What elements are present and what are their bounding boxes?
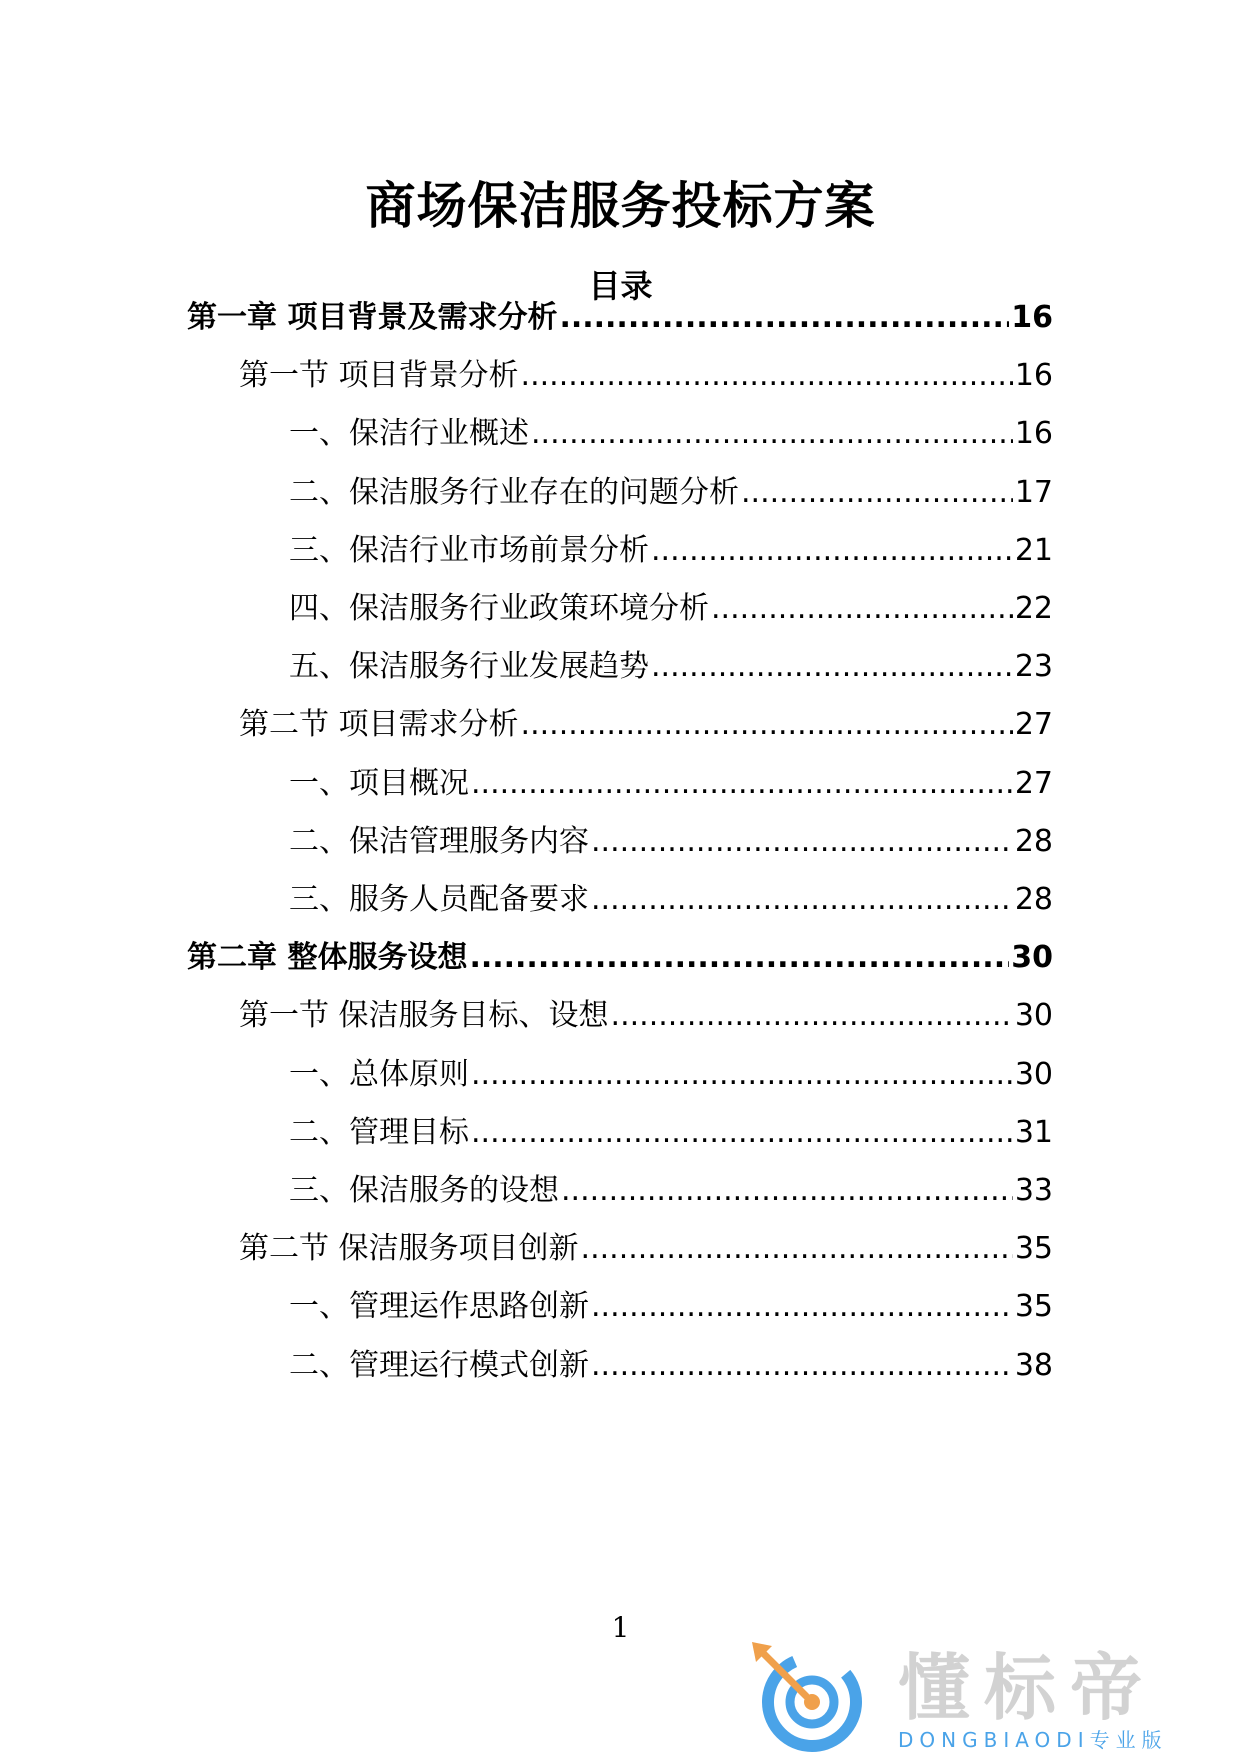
toc-entry-label: 第二节 项目需求分析 [239, 707, 519, 742]
toc-entry[interactable] [289, 1055, 1053, 1095]
toc-entry[interactable] [239, 1229, 1053, 1269]
toc-entry-label: 三、保洁服务的设想 [289, 1173, 559, 1208]
toc-entry-page-number: 16 [1014, 358, 1053, 393]
toc-dot-leader [611, 996, 1013, 1036]
toc-dot-leader [711, 589, 1013, 629]
toc-entry-page-number: 31 [1014, 1115, 1053, 1150]
toc-dot-leader [471, 1113, 1013, 1153]
toc-entry-page-number: 28 [1014, 824, 1053, 859]
toc-dot-leader [651, 647, 1013, 687]
toc-entry-page-number: 27 [1014, 707, 1053, 742]
toc-entry[interactable] [289, 414, 1053, 454]
toc-entry-label: 一、保洁行业概述 [289, 416, 529, 451]
toc-dot-leader [581, 1229, 1013, 1269]
target-arrow-logo-icon [748, 1640, 868, 1754]
toc-entry-label: 一、总体原则 [289, 1057, 469, 1092]
toc-entry-label: 四、保洁服务行业政策环境分析 [289, 591, 709, 626]
toc-entry[interactable] [187, 938, 1053, 978]
toc-entry-label: 三、保洁行业市场前景分析 [289, 533, 649, 568]
toc-entry[interactable] [289, 880, 1053, 920]
toc-entry-page-number: 16 [1014, 416, 1053, 451]
toc-entry-page-number: 28 [1014, 882, 1053, 917]
document-title: 商场保洁服务投标方案 [365, 177, 876, 235]
toc-dot-leader [471, 764, 1013, 804]
toc-heading: 目录 [588, 267, 653, 305]
toc-entry-page-number: 30 [1011, 940, 1053, 975]
toc-entry-label: 二、管理运行模式创新 [289, 1348, 589, 1383]
toc-dot-leader [591, 880, 1013, 920]
toc-dot-leader [469, 938, 1009, 978]
toc-dot-leader [591, 1287, 1013, 1327]
toc-entry-page-number: 38 [1014, 1348, 1053, 1383]
toc-entry[interactable] [289, 764, 1053, 804]
toc-entry[interactable] [239, 996, 1053, 1036]
toc-entry-label: 一、管理运作思路创新 [289, 1289, 589, 1324]
toc-dot-leader [521, 356, 1013, 396]
toc-entry[interactable] [289, 531, 1053, 571]
toc-entry[interactable] [239, 356, 1053, 396]
toc-dot-leader [561, 1171, 1013, 1211]
toc-entry-page-number: 16 [1011, 300, 1053, 335]
toc-entry[interactable] [289, 1287, 1053, 1327]
toc-entry-page-number: 35 [1014, 1289, 1053, 1324]
toc-entry[interactable] [187, 298, 1053, 338]
toc-dot-leader [521, 705, 1013, 745]
toc-entry-label: 第一节 项目背景分析 [239, 358, 519, 393]
watermark-brand-name: 懂标帝 [898, 1646, 1157, 1730]
toc-dot-leader [651, 531, 1013, 571]
toc-entry-label: 二、保洁服务行业存在的问题分析 [289, 475, 739, 510]
toc-entry-page-number: 21 [1014, 533, 1053, 568]
toc-entry-page-number: 33 [1014, 1173, 1053, 1208]
toc-entry[interactable] [239, 705, 1053, 745]
toc-entry[interactable] [289, 1171, 1053, 1211]
toc-entry-label: 二、保洁管理服务内容 [289, 824, 589, 859]
toc-entry[interactable] [289, 1113, 1053, 1153]
toc-entry[interactable] [289, 1346, 1053, 1386]
toc-entry[interactable] [289, 822, 1053, 862]
toc-entry-page-number: 22 [1014, 591, 1053, 626]
toc-dot-leader [591, 1346, 1013, 1386]
toc-entry-label: 第二章 整体服务设想 [187, 940, 468, 975]
toc-entry[interactable] [289, 589, 1053, 629]
toc-entry-page-number: 30 [1014, 1057, 1053, 1092]
toc-entry-page-number: 35 [1014, 1231, 1053, 1266]
toc-entry[interactable] [289, 647, 1053, 687]
toc-entry-label: 第一章 项目背景及需求分析 [187, 300, 558, 335]
watermark-subtitle: DONGBIAODI专业版 [898, 1728, 1168, 1752]
toc-dot-leader [471, 1055, 1013, 1095]
toc-entry-label: 三、服务人员配备要求 [289, 882, 589, 917]
toc-dot-leader [531, 414, 1013, 454]
toc-entry-label: 一、项目概况 [289, 766, 469, 801]
toc-dot-leader [559, 298, 1009, 338]
toc-entry-page-number: 30 [1014, 998, 1053, 1033]
toc-entry-page-number: 17 [1014, 475, 1053, 510]
toc-entry-label: 五、保洁服务行业发展趋势 [289, 649, 649, 684]
toc-entry-label: 二、管理目标 [289, 1115, 469, 1150]
toc-dot-leader [741, 473, 1013, 513]
page-number: 1 [611, 1611, 630, 1644]
toc-entry-page-number: 23 [1014, 649, 1053, 684]
toc-entry-label: 第一节 保洁服务目标、设想 [239, 998, 609, 1033]
toc-entry[interactable] [289, 473, 1053, 513]
watermark [748, 1640, 1218, 1750]
toc-entry-label: 第二节 保洁服务项目创新 [239, 1231, 579, 1266]
toc-entry-page-number: 27 [1014, 766, 1053, 801]
toc-dot-leader [591, 822, 1013, 862]
